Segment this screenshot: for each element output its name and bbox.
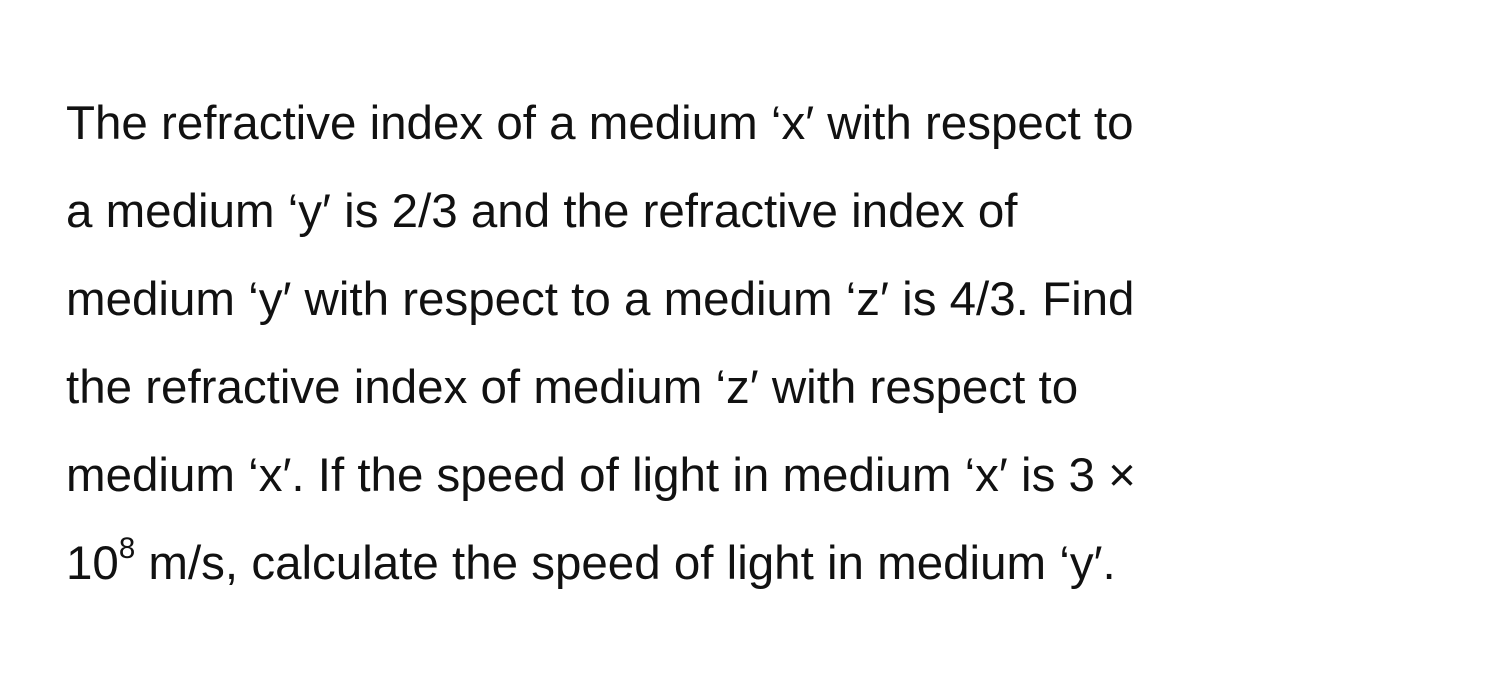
question-line: the refractive index of medium ‘z′ with respect to — [66, 361, 1079, 414]
question-line: The refractive index of a medium ‘x′ with respect to — [66, 97, 1134, 150]
question-line: a medium ‘y′ is 2/3 and the refractive index of — [66, 185, 1018, 238]
question-line-last — [66, 520, 1456, 614]
question-line-rest: m/s, calculate the speed of light in medium ‘y′. — [135, 537, 1116, 590]
question-text — [66, 80, 1456, 614]
power-base: 10 — [66, 537, 119, 590]
question-line: medium ‘x′. If the speed of light in medium ‘x′ is 3 × — [66, 449, 1136, 502]
power-exponent: 8 — [118, 531, 136, 565]
question-line: medium ‘y′ with respect to a medium ‘z′ is 4/3. Find — [66, 273, 1135, 326]
